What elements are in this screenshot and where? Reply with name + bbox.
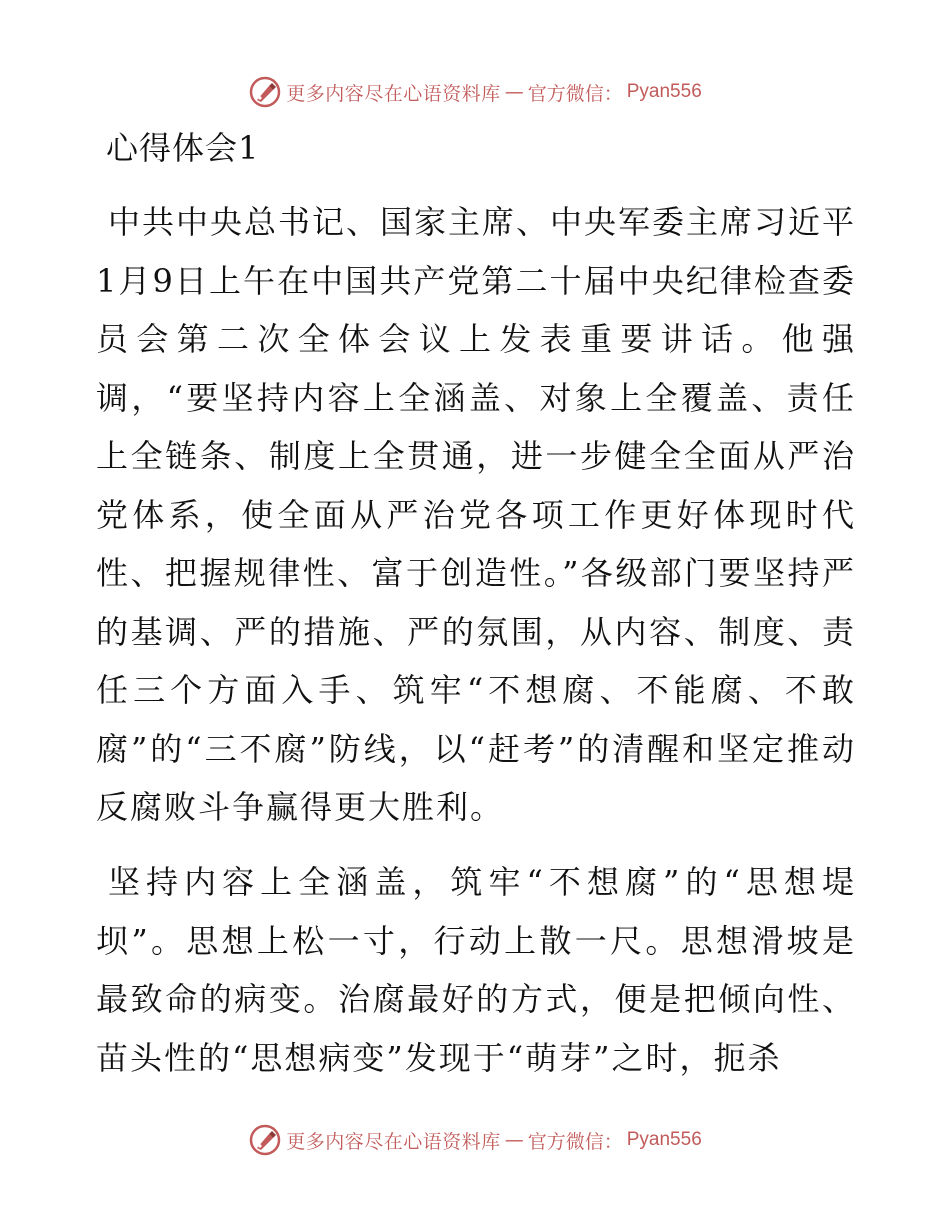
watermark-text: 更多内容尽在心语资料库 bbox=[286, 1130, 501, 1153]
watermark-official-label: 官方微信： bbox=[527, 82, 623, 105]
document-heading: 心得体会1 bbox=[106, 129, 260, 167]
watermark-footer bbox=[0, 1120, 950, 1160]
pen-nib-circle-icon bbox=[248, 1123, 282, 1157]
watermark-separator: — bbox=[504, 1129, 524, 1151]
paragraph: 坚持内容上全涵盖，筑牢“不想腐”的“思想堤坝”。思想上松一寸，行动上散一尺。思想滑坡是最致命的病变。治腐最好的方式，便是把倾向性、苗头性的“思想病变”发现于“萌芽”之时，扼杀 bbox=[96, 863, 856, 1077]
watermark-text: 更多内容尽在心语资料库 bbox=[286, 82, 501, 105]
watermark-wechat-id: Pyan556 bbox=[626, 1129, 702, 1150]
watermark-official-label: 官方微信： bbox=[527, 1130, 623, 1153]
watermark-header bbox=[0, 72, 950, 112]
pen-nib-circle-icon bbox=[248, 75, 282, 109]
paragraph: 中共中央总书记、国家主席、中央军委主席习近平1月9日上午在中国共产党第二十届中央纪律检查委员会第二次全体会议上发表重要讲话。他强调，“要坚持内容上全涵盖、对象上全覆盖、责任上全链条、制度上全贯通，进一步健全全面从严治党体系，使全面从严治党各项工作更好体现时代性、把握规律性、富于创造性。”各级部门要坚持严的基调、严的措施、严的氛围，从内容、制度、责任三个方面入手、筑牢“不想腐、不能腐、不敢腐”的“三不腐”防线，以“赶考”的清醒和坚定推动反腐败斗争赢得更大胜利。 bbox=[96, 203, 857, 826]
watermark-separator: — bbox=[504, 81, 524, 103]
watermark-wechat-id: Pyan556 bbox=[626, 81, 702, 102]
